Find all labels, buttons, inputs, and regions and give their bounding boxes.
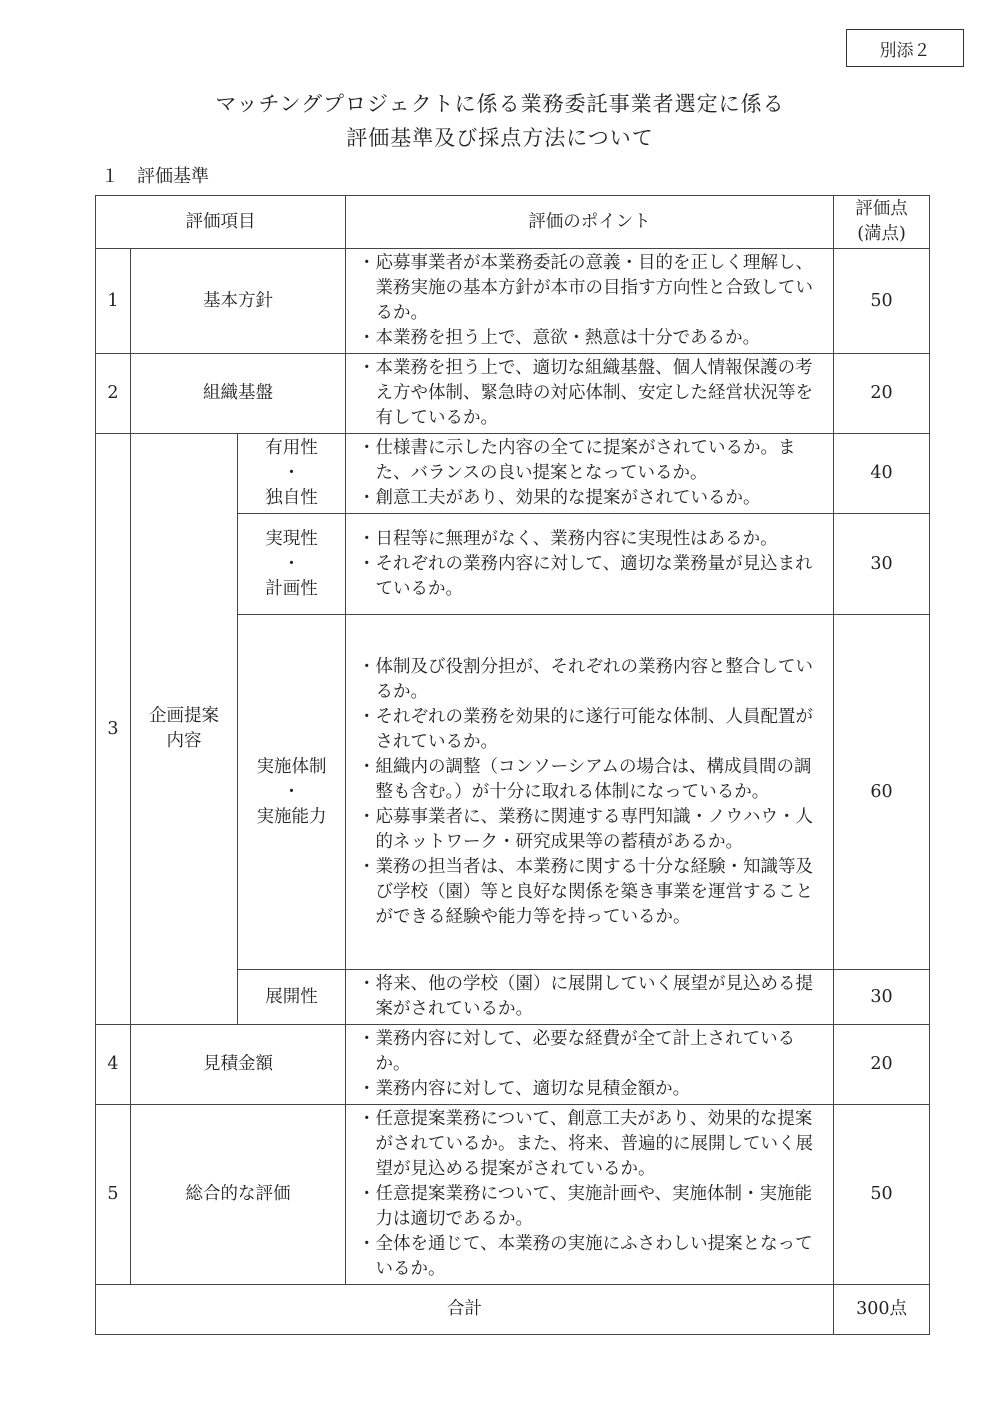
row-item: 基本方針 [131,249,346,354]
row-item: 見積金額 [131,1025,346,1105]
header-score [834,196,930,249]
evaluation-criteria-table [95,195,930,1335]
row-points [346,1105,834,1285]
sub-item-separator: ・ [282,553,301,574]
row-points [346,434,834,514]
row-item: 組織基盤 [131,354,346,434]
row-number: 4 [96,1025,131,1105]
sub-item-line2: 計画性 [265,578,318,599]
sub-item [238,514,346,615]
row-item-line1: 企画提案 [149,706,219,726]
document-title-line1: マッチングプロジェクトに係る業務委託事業者選定に係る [215,92,785,116]
table-header-row [96,196,930,249]
point-item: ・ 組織内の調整（コンソーシアムの場合は、構成員間の調整も含む。）が十分に取れる体制になっているか。 [358,755,825,805]
total-row [96,1285,930,1335]
sub-item [238,434,346,514]
point-item: ・ 任意提案業務について、創意工夫があり、効果的な提案がされているか。また、将来、普遍的に展開していく展望が見込める提案がされているか。 [358,1107,825,1182]
table-row [96,249,930,354]
sub-item-separator: ・ [282,781,301,802]
section-label: 評価基準 [137,166,209,187]
row-score: 60 [834,615,930,970]
row-points [346,354,834,434]
row-points [346,615,834,970]
point-item: ・ 業務内容に対して、必要な経費が全て計上されているか。 [358,1027,825,1077]
point-item: ・ 仕様書に示した内容の全てに提案がされているか。また、バランスの良い提案となっているか。 [358,436,825,486]
row-score: 30 [834,514,930,615]
point-item: ・ 応募事業者が本業務委託の意義・目的を正しく理解し、業務実施の基本方針が本市の目指す方向性と合致しているか。 [358,251,825,326]
row-points [346,249,834,354]
document-title-line2: 評価基準及び採点方法について [346,126,654,150]
sub-item-line1: 有用性 [265,438,318,458]
point-item: ・ 業務の担当者は、本業務に関する十分な経験・知識等及び学校（園）等と良好な関係を築き事業を運営することができる経験や能力等を持っているか。 [358,855,825,930]
row-number: 2 [96,354,131,434]
total-score: 300点 [834,1285,930,1335]
point-item: ・ それぞれの業務内容に対して、適切な業務量が見込まれているか。 [358,552,825,602]
row-score: 30 [834,970,930,1025]
header-score-line1: 評価点 [855,199,908,219]
header-item: 評価項目 [96,196,346,249]
table-row [96,434,930,514]
total-label: 合計 [96,1285,834,1335]
row-number: 5 [96,1105,131,1285]
point-item: ・ 応募事業者に、業務に関連する専門知識・ノウハウ・人的ネットワーク・研究成果等の蓄積があるか。 [358,805,825,855]
point-item: ・ 体制及び役割分担が、それぞれの業務内容と整合しているか。 [358,655,825,705]
header-points: 評価のポイント [346,196,834,249]
sub-item-line2: 独自性 [265,488,318,508]
row-score: 50 [834,249,930,354]
sub-item-line2: 実施能力 [256,806,327,827]
sub-item-line1: 展開性 [265,986,318,1007]
row-score: 20 [834,354,930,434]
sub-item [238,970,346,1025]
sub-item-line1: 実現性 [265,528,318,549]
row-points [346,514,834,615]
row-item-line2: 内容 [166,731,202,751]
table-row [96,354,930,434]
annex-label: 別添２ [846,29,964,67]
row-score: 40 [834,434,930,514]
row-item [131,434,238,1025]
sub-item [238,615,346,970]
row-item: 総合的な評価 [131,1105,346,1285]
row-points [346,1025,834,1105]
point-item: ・ 業務内容に対して、適切な見積金額か。 [358,1077,825,1102]
sub-item-line1: 実施体制 [256,756,327,777]
point-item: ・ 将来、他の学校（園）に展開していく展望が見込める提案がされているか。 [358,972,825,1022]
section-number: １ [101,166,119,187]
point-item: ・ 本業務を担う上で、適切な組織基盤、個人情報保護の考え方や体制、緊急時の対応体制、安定した経営状況等を有しているか。 [358,356,825,431]
sub-item-separator: ・ [282,463,301,483]
section-heading [101,162,209,188]
point-item: ・ 全体を通じて、本業務の実施にふさわしい提案となっているか。 [358,1232,825,1282]
point-item: ・ 日程等に無理がなく、業務内容に実現性はあるか。 [358,527,825,552]
row-score: 20 [834,1025,930,1105]
point-item: ・ 本業務を担う上で、意欲・熱意は十分であるか。 [358,326,825,351]
row-number: 3 [96,434,131,1025]
table-row [96,1105,930,1285]
row-points [346,970,834,1025]
point-item: ・ 創意工夫があり、効果的な提案がされているか。 [358,486,825,511]
header-score-line2: (満点) [857,224,906,244]
row-score: 50 [834,1105,930,1285]
row-number: 1 [96,249,131,354]
point-item: ・ 任意提案業務について、実施計画や、実施体制・実施能力は適切であるか。 [358,1182,825,1232]
point-item: ・ それぞれの業務を効果的に遂行可能な体制、人員配置がされているか。 [358,705,825,755]
table-row [96,1025,930,1105]
